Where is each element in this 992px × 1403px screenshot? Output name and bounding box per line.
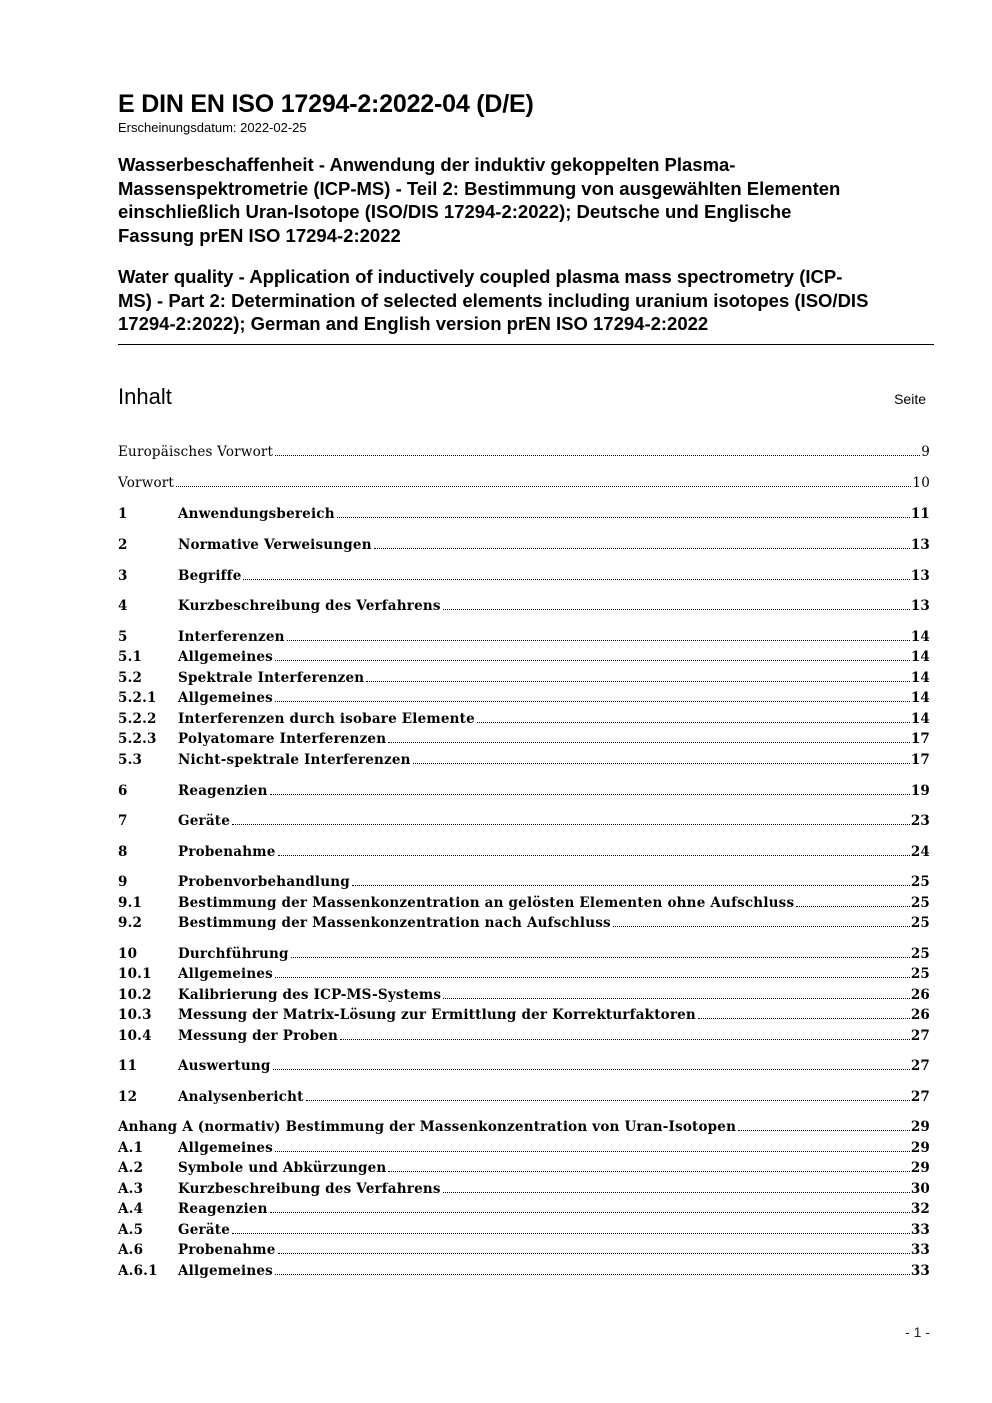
toc-entry-title: Messung der Matrix-Lösung zur Ermittlung der Korrekturfaktoren bbox=[178, 1007, 696, 1023]
toc-entry-title: Spektrale Interferenzen bbox=[178, 670, 365, 686]
toc-dot-leader bbox=[273, 1069, 910, 1070]
toc-dot-leader bbox=[270, 1212, 910, 1213]
toc-entry-page: 33 bbox=[910, 1222, 930, 1238]
toc-heading bbox=[118, 382, 926, 412]
toc-dot-leader bbox=[275, 977, 910, 978]
header-divider bbox=[118, 344, 934, 345]
toc-entry[interactable] bbox=[118, 1218, 930, 1238]
toc-entry[interactable] bbox=[118, 471, 930, 491]
toc-entry-page: 17 bbox=[910, 731, 930, 747]
toc-entry[interactable] bbox=[118, 870, 930, 890]
toc-entry-page: 25 bbox=[910, 874, 930, 890]
toc-dot-leader bbox=[337, 517, 910, 518]
toc-entry-title: Reagenzien bbox=[178, 1201, 268, 1217]
toc-entry[interactable] bbox=[118, 809, 930, 829]
toc-entry-title: Auswertung bbox=[178, 1058, 271, 1074]
toc-entry-page: 25 bbox=[910, 966, 930, 982]
toc-entry[interactable] bbox=[118, 645, 930, 665]
toc-entry-number: 9.1 bbox=[118, 895, 143, 911]
toc-dot-leader bbox=[796, 906, 910, 907]
toc-entry[interactable] bbox=[118, 911, 930, 931]
toc-dot-leader bbox=[477, 722, 910, 723]
toc-dot-leader bbox=[613, 926, 910, 927]
toc-entry-title: Kurzbeschreibung des Verfahrens bbox=[178, 598, 441, 614]
toc-entry-number: 5.2.3 bbox=[118, 731, 157, 747]
toc-dot-leader bbox=[243, 579, 909, 580]
toc-entry[interactable] bbox=[118, 440, 930, 460]
toc-entry-page: 33 bbox=[910, 1263, 930, 1279]
toc-dot-leader bbox=[278, 855, 910, 856]
toc-entry-number: 10.4 bbox=[118, 1028, 152, 1044]
toc-entry-title: Vorwort bbox=[118, 475, 175, 491]
toc-entry-page: 29 bbox=[910, 1140, 930, 1156]
toc-entry-page: 27 bbox=[910, 1058, 930, 1074]
toc-entry-page: 24 bbox=[910, 844, 930, 860]
toc-dot-leader bbox=[443, 998, 910, 999]
toc-entry-title: Probenahme bbox=[178, 1242, 276, 1258]
toc-entry-page: 29 bbox=[910, 1160, 930, 1176]
toc-entry[interactable] bbox=[118, 748, 930, 768]
toc-dot-leader bbox=[374, 548, 910, 549]
title-english-line: MS) - Part 2: Determination of selected elements including uranium isotopes (ISO/DIS bbox=[118, 289, 869, 311]
toc-entry-number: 8 bbox=[118, 844, 128, 860]
toc-entry[interactable] bbox=[118, 1054, 930, 1074]
toc-entry-title: Anwendungsbereich bbox=[178, 506, 335, 522]
toc-entry-number: 6 bbox=[118, 783, 128, 799]
toc-dot-leader bbox=[366, 681, 910, 682]
document-id: E DIN EN ISO 17294-2:2022-04 (D/E) bbox=[118, 90, 534, 118]
toc-entry-number: 10 bbox=[118, 946, 138, 962]
toc-entry-page: 25 bbox=[910, 895, 930, 911]
toc-entry-title: Anhang A (normativ) Bestimmung der Massenkonzentration von Uran-Isotopen bbox=[118, 1119, 737, 1135]
title-english-line: 17294-2:2022); German and English version prEN ISO 17294-2:2022 bbox=[118, 313, 709, 334]
toc-dot-leader bbox=[275, 660, 910, 661]
toc-entry-number: 11 bbox=[118, 1058, 138, 1074]
toc-entry[interactable] bbox=[118, 594, 930, 614]
toc-entry[interactable] bbox=[118, 779, 930, 799]
toc-dot-leader bbox=[270, 794, 910, 795]
toc-dot-leader bbox=[278, 1253, 910, 1254]
toc-entry-title: Kalibrierung des ICP-MS-Systems bbox=[178, 987, 442, 1003]
toc-entry-number: 5.2 bbox=[118, 670, 143, 686]
toc-dot-leader bbox=[176, 486, 911, 487]
toc-entry-number: A.6 bbox=[118, 1242, 144, 1258]
title-german-line: einschließlich Uran-Isotope (ISO/DIS 17294-2:2022); Deutsche und Englische bbox=[118, 201, 792, 222]
toc-entry-number: 10.2 bbox=[118, 987, 152, 1003]
toc-entry-title: Analysenbericht bbox=[178, 1089, 304, 1105]
toc-entry-number: 5.2.2 bbox=[118, 711, 157, 727]
toc-entry-page: 27 bbox=[910, 1089, 930, 1105]
toc-entry-title: Allgemeines bbox=[178, 966, 273, 982]
toc-dot-leader bbox=[738, 1130, 910, 1131]
toc-entry-number: 10.1 bbox=[118, 966, 152, 982]
toc-entry-page: 26 bbox=[910, 1007, 930, 1023]
toc-dot-leader bbox=[275, 701, 910, 702]
toc-title: Inhalt bbox=[118, 384, 172, 409]
toc-entry-title: Allgemeines bbox=[178, 690, 273, 706]
toc-entry-title: Bestimmung der Massenkonzentration an gelösten Elementen ohne Aufschluss bbox=[178, 895, 795, 911]
toc-dot-leader bbox=[275, 1151, 910, 1152]
toc-entry[interactable] bbox=[118, 891, 930, 911]
toc-dot-leader bbox=[413, 763, 910, 764]
toc-entry-page: 14 bbox=[910, 670, 930, 686]
toc-entry[interactable] bbox=[118, 1156, 930, 1176]
toc-entry-page: 19 bbox=[910, 783, 930, 799]
toc-entry[interactable] bbox=[118, 942, 930, 962]
toc-dot-leader bbox=[275, 455, 920, 456]
toc-entry[interactable] bbox=[118, 1085, 930, 1105]
toc-entry-page: 13 bbox=[910, 598, 930, 614]
toc-entry[interactable] bbox=[118, 1024, 930, 1044]
toc-entry-number: 5.1 bbox=[118, 649, 143, 665]
toc-entry-number: 9.2 bbox=[118, 915, 143, 931]
toc-entry-page: 13 bbox=[910, 537, 930, 553]
toc-entry-page: 14 bbox=[910, 629, 930, 645]
document-header bbox=[118, 88, 934, 336]
toc-entry-title: Nicht-spektrale Interferenzen bbox=[178, 752, 411, 768]
toc-entry[interactable] bbox=[118, 707, 930, 727]
toc-entry-page: 30 bbox=[910, 1181, 930, 1197]
toc-entry[interactable] bbox=[118, 1136, 930, 1156]
toc-entry-number: 9 bbox=[118, 874, 128, 890]
toc-dot-leader bbox=[306, 1100, 910, 1101]
toc-entry-title: Durchführung bbox=[178, 946, 289, 962]
toc-entry-title: Geräte bbox=[178, 1222, 231, 1238]
toc-entry-number: A.1 bbox=[118, 1140, 144, 1156]
toc-entry[interactable] bbox=[118, 1197, 930, 1217]
toc-entry-number: 5 bbox=[118, 629, 128, 645]
toc-dot-leader bbox=[232, 1233, 910, 1234]
toc-entry-number: 2 bbox=[118, 537, 128, 553]
toc-entry[interactable] bbox=[118, 625, 930, 645]
toc-entry-page: 14 bbox=[910, 711, 930, 727]
toc-dot-leader bbox=[340, 1039, 910, 1040]
toc-entry-title: Interferenzen bbox=[178, 629, 285, 645]
publication-date: Erscheinungsdatum: 2022-02-25 bbox=[118, 120, 307, 135]
toc-entry[interactable] bbox=[118, 962, 930, 982]
toc-entry-title: Geräte bbox=[178, 813, 231, 829]
toc-entry-title: Messung der Proben bbox=[178, 1028, 339, 1044]
toc-entry[interactable] bbox=[118, 840, 930, 860]
toc-entry-page: 23 bbox=[910, 813, 930, 829]
toc-entry[interactable] bbox=[118, 727, 930, 747]
toc-entry-title: Begriffe bbox=[178, 568, 242, 584]
toc-entry-page: 11 bbox=[910, 506, 930, 522]
toc-entry[interactable] bbox=[118, 1238, 930, 1258]
toc-entry-title: Probenvorbehandlung bbox=[178, 874, 350, 890]
toc-entry-page: 14 bbox=[910, 649, 930, 665]
toc-entry-number: 1 bbox=[118, 506, 128, 522]
toc-entry-page: 9 bbox=[921, 444, 930, 460]
toc-entry[interactable] bbox=[118, 533, 930, 553]
toc-entry-title: Allgemeines bbox=[178, 1263, 273, 1279]
toc-entry-number: 5.2.1 bbox=[118, 690, 157, 706]
toc-entry-title: Allgemeines bbox=[178, 1140, 273, 1156]
toc-entry-page: 26 bbox=[910, 987, 930, 1003]
toc-entry-number: A.3 bbox=[118, 1181, 144, 1197]
toc-entry-title: Reagenzien bbox=[178, 783, 268, 799]
toc-entry[interactable] bbox=[118, 502, 930, 522]
toc-dot-leader bbox=[287, 640, 910, 641]
toc-entry[interactable] bbox=[118, 1115, 930, 1135]
toc-entry-number: A.2 bbox=[118, 1160, 144, 1176]
toc-dot-leader bbox=[388, 742, 910, 743]
toc-entry[interactable] bbox=[118, 666, 930, 686]
toc-entry-number: 7 bbox=[118, 813, 128, 829]
toc-entry-number: A.4 bbox=[118, 1201, 144, 1217]
toc-entry-number: 10.3 bbox=[118, 1007, 152, 1023]
toc-entry-title: Symbole und Abkürzungen bbox=[178, 1160, 387, 1176]
toc-entry-page: 10 bbox=[912, 475, 930, 491]
toc-entry[interactable] bbox=[118, 1259, 930, 1279]
toc-entry-number: A.6.1 bbox=[118, 1263, 158, 1279]
toc-entry[interactable] bbox=[118, 686, 930, 706]
toc-entry-title: Bestimmung der Massenkonzentration nach Aufschluss bbox=[178, 915, 611, 931]
toc-entry[interactable] bbox=[118, 564, 930, 584]
title-german-line: Wasserbeschaffenheit - Anwendung der induktiv gekoppelten Plasma- bbox=[118, 154, 736, 175]
toc-entry-number: A.5 bbox=[118, 1222, 144, 1238]
toc-entry-number: 5.3 bbox=[118, 752, 143, 768]
toc-entry-title: Interferenzen durch isobare Elemente bbox=[178, 711, 475, 727]
title-german-line: Fassung prEN ISO 17294-2:2022 bbox=[118, 224, 401, 246]
toc-entry-title: Kurzbeschreibung des Verfahrens bbox=[178, 1181, 441, 1197]
toc-entry-page: 29 bbox=[910, 1119, 930, 1135]
page-number: - 1 - bbox=[905, 1324, 930, 1340]
title-german-line: Massenspektrometrie (ICP-MS) - Teil 2: Bestimmung von ausgewählten Elementen bbox=[118, 177, 841, 199]
toc-entry-number: 12 bbox=[118, 1089, 138, 1105]
toc-entry-number: 3 bbox=[118, 568, 128, 584]
toc-entry-page: 14 bbox=[910, 690, 930, 706]
toc-dot-leader bbox=[443, 1192, 910, 1193]
toc-entry-page: 33 bbox=[910, 1242, 930, 1258]
toc-dot-leader bbox=[275, 1274, 910, 1275]
toc-entry-title: Probenahme bbox=[178, 844, 276, 860]
toc-page-label: Seite bbox=[894, 391, 926, 407]
title-german bbox=[118, 153, 934, 247]
toc-entry-page: 25 bbox=[910, 915, 930, 931]
toc-dot-leader bbox=[388, 1171, 909, 1172]
toc-entry-number: 4 bbox=[118, 598, 128, 614]
toc-entry-title: Europäisches Vorwort bbox=[118, 444, 274, 460]
toc-entry-page: 13 bbox=[910, 568, 930, 584]
toc-entry-title: Allgemeines bbox=[178, 649, 273, 665]
toc-entry[interactable] bbox=[118, 1003, 930, 1023]
toc-dot-leader bbox=[232, 824, 910, 825]
toc-entry[interactable] bbox=[118, 983, 930, 1003]
toc-entry-title: Polyatomare Interferenzen bbox=[178, 731, 387, 747]
title-english-line: Water quality - Application of inductively coupled plasma mass spectrometry (ICP- bbox=[118, 266, 843, 287]
toc-entry-page: 25 bbox=[910, 946, 930, 962]
toc-dot-leader bbox=[698, 1018, 910, 1019]
toc-entry-title: Normative Verweisungen bbox=[178, 537, 372, 553]
toc-entry-page: 17 bbox=[910, 752, 930, 768]
title-english bbox=[118, 265, 934, 336]
toc-dot-leader bbox=[291, 957, 910, 958]
toc-dot-leader bbox=[352, 885, 910, 886]
toc-dot-leader bbox=[443, 609, 910, 610]
toc-entry-page: 27 bbox=[910, 1028, 930, 1044]
toc-entry-page: 32 bbox=[910, 1201, 930, 1217]
toc-entry[interactable] bbox=[118, 1177, 930, 1197]
